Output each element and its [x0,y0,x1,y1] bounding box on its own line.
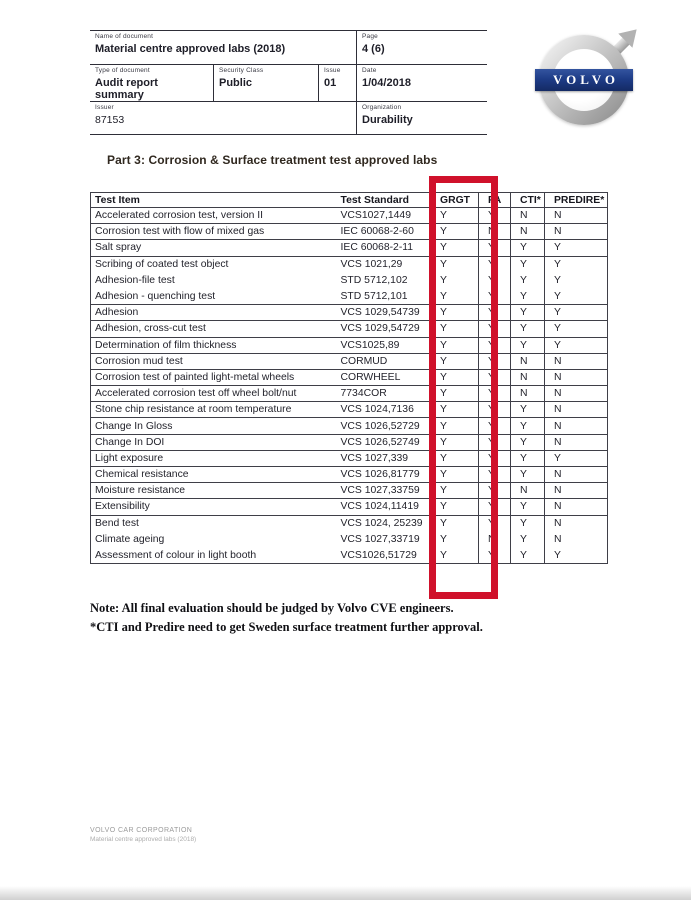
grgt-cell: Y [431,208,479,224]
volvo-wordmark: VOLVO [553,72,619,87]
fa-cell: Y [479,418,511,434]
test-item-cell: Adhesion - quenching test [91,288,337,304]
table-row [91,208,608,224]
footer-company: VOLVO CAR CORPORATION [90,827,193,834]
fa-cell: N [479,531,511,547]
test-item-cell: Change In DOI [91,434,337,450]
organization-cell [356,102,487,134]
test-item-cell: Adhesion [91,305,337,321]
test-item-cell: Corrosion test of painted light-metal wheels [91,369,337,385]
table-row [91,547,608,563]
table-row [91,515,608,531]
table-row [91,256,608,272]
table-row [91,224,608,240]
grgt-cell: Y [431,240,479,256]
table-row [91,240,608,256]
approved-labs-table [90,192,608,564]
predire-cell: N [545,369,608,385]
fa-cell: Y [479,305,511,321]
grgt-cell: Y [431,418,479,434]
cti-cell: Y [511,337,545,353]
predire-cell: N [545,353,608,369]
predire-cell: N [545,531,608,547]
cti-cell: N [511,483,545,499]
grgt-cell: Y [431,337,479,353]
predire-cell: N [545,208,608,224]
test-item-cell: Adhesion-file test [95,274,175,286]
date-cell [356,65,487,101]
test-standard-cell: VCS 1024,7136 [337,402,431,418]
predire-cell: Y [545,547,608,563]
predire-cell: Y [545,256,608,272]
test-item-cell: Extensibility [91,499,337,515]
cti-cell: Y [511,240,545,256]
table-row [91,386,608,402]
cti-header: CTI* [511,193,545,208]
grgt-cell: Y [431,434,479,450]
fa-cell: Y [479,467,511,483]
grgt-cell: Y [431,288,479,304]
cti-cell: Y [511,321,545,337]
cti-cell: Y [511,288,545,304]
fa-cell: Y [479,547,511,563]
table-row [91,483,608,499]
cti-cell: N [511,208,545,224]
grgt-cell: Y [431,369,479,385]
predire-cell: N [545,224,608,240]
fa-cell: N [479,224,511,240]
test-item-cell: Accelerated corrosion test, version II [91,208,337,224]
grgt-cell: Y [431,515,479,531]
issuer-label: Issuer [95,104,114,111]
test-standard-header: Test Standard [337,193,431,208]
predire-cell: N [545,402,608,418]
table-row [91,450,608,466]
test-standard-cell: VCS1026,51729 [337,547,431,563]
table-row [91,531,608,547]
grgt-cell: Y [431,386,479,402]
highlight-rectangle [429,176,498,599]
cti-cell: Y [511,547,545,563]
cti-cell: N [511,353,545,369]
table-row [91,337,608,353]
issue-label: Issue [324,67,341,74]
issuer-value: 87153 [95,114,125,126]
test-item-cell: Determination of film thickness [91,337,337,353]
test-item-cell: Light exposure [91,450,337,466]
note-line-1: Note: All final evaluation should be judged by Volvo CVE engineers. [90,601,454,615]
grgt-cell: Y [431,450,479,466]
grgt-cell: Y [431,499,479,515]
table-rows [91,208,608,564]
test-standard-cell: VCS 1021,29 [340,258,403,270]
grgt-cell: Y [431,272,479,288]
type-of-document-value: Audit report summary [95,77,158,101]
grgt-cell: Y [431,305,479,321]
test-item-cell: Corrosion test with flow of mixed gas [91,224,337,240]
test-standard-cell: VCS 1027,33719 [340,533,420,545]
cti-cell: Y [511,531,545,547]
predire-cell: Y [545,337,608,353]
scan-shadow [0,886,691,900]
table-row [91,499,608,515]
test-item-cell: Climate ageing [95,533,165,545]
grgt-cell: Y [431,321,479,337]
test-standard-cell: 7734COR [337,386,431,402]
test-standard-cell: VCS 1026,52729 [337,418,431,434]
test-standard-cell: IEC 60068-2-60 [337,224,431,240]
page-cell [356,31,487,64]
test-item-cell: Corrosion mud test [91,353,337,369]
cti-cell: Y [511,467,545,483]
organization-value: Durability [362,114,413,126]
grgt-cell: Y [431,224,479,240]
test-standard-cell: STD 5712,101 [337,288,431,304]
fa-cell: Y [479,208,511,224]
page-value: 4 (6) [362,43,385,55]
date-value: 1/04/2018 [362,77,411,89]
grgt-cell: Y [431,402,479,418]
issue-cell [318,65,356,101]
fa-cell: Y [479,337,511,353]
table-row [91,402,608,418]
test-item-cell: Change In Gloss [91,418,337,434]
cti-cell: Y [511,499,545,515]
predire-cell: Y [545,305,608,321]
volvo-logo [536,26,646,132]
cti-cell: Y [511,434,545,450]
fa-cell: Y [479,272,511,288]
table-row [91,369,608,385]
test-item-cell: Bend test [95,517,139,529]
predire-cell: Y [545,272,608,288]
cti-cell: N [511,386,545,402]
table-row [91,321,608,337]
grgt-cell: Y [431,467,479,483]
fa-cell: Y [479,240,511,256]
grgt-cell: Y [431,256,479,272]
security-class-label: Security Class [219,67,264,74]
table-row [91,418,608,434]
volvo-wordmark-band [535,69,633,91]
type-of-document-cell [90,65,213,101]
cti-cell: Y [511,305,545,321]
test-item-cell: Adhesion, cross-cut test [91,321,337,337]
predire-cell: N [545,386,608,402]
predire-header: PREDIRE* [545,193,608,208]
fa-cell: Y [479,288,511,304]
security-class-value: Public [219,77,253,89]
test-standard-cell: VCS 1029,54729 [337,321,431,337]
fa-cell: Y [479,256,511,272]
predire-cell: N [545,499,608,515]
type-of-document-label: Type of document [95,67,150,74]
cti-cell: Y [511,418,545,434]
date-label: Date [362,67,377,74]
test-standard-cell: VCS 1026,52749 [337,434,431,450]
name-of-document-label: Name of document [95,33,154,40]
name-of-document-cell [90,31,356,64]
test-standard-cell: VCS 1027,339 [337,450,431,466]
page-label: Page [362,33,378,40]
cti-cell: Y [511,402,545,418]
test-standard-cell: VCS1027,1449 [337,208,431,224]
fa-cell: Y [479,434,511,450]
test-standard-cell: VCS 1024,11419 [337,499,431,515]
test-standard-cell: CORWHEEL [337,369,431,385]
test-item-cell: Moisture resistance [91,483,337,499]
fa-cell: Y [479,402,511,418]
fa-cell: Y [479,353,511,369]
fa-cell: Y [479,483,511,499]
fa-cell: Y [479,369,511,385]
test-item-cell: Scribing of coated test object [95,258,229,270]
security-class-cell [213,65,318,101]
predire-cell: N [545,515,608,531]
test-standard-cell: VCS 1027,33759 [337,483,431,499]
grgt-cell: Y [431,531,479,547]
test-standard-cell: VCS1025,89 [337,337,431,353]
predire-cell: Y [545,240,608,256]
fa-cell: Y [479,321,511,337]
test-item-cell: Chemical resistance [91,467,337,483]
predire-cell: N [545,434,608,450]
name-of-document-value: Material centre approved labs (2018) [95,43,286,55]
issuer-cell [90,102,356,134]
grgt-cell: Y [431,547,479,563]
cti-cell: Y [511,515,545,531]
table-row [91,434,608,450]
table-row [91,353,608,369]
grgt-cell: Y [431,353,479,369]
footer-document-title: Material centre approved labs (2018) [90,836,197,843]
cti-cell: Y [511,450,545,466]
fa-cell: Y [479,499,511,515]
organization-label: Organization [362,104,402,111]
cti-cell: Y [511,256,545,272]
table-row [91,305,608,321]
cti-cell: N [511,369,545,385]
test-standard-cell: VCS 1024, 25239 [340,517,423,529]
test-item-cell: Salt spray [91,240,337,256]
fa-cell: Y [479,386,511,402]
table-row [91,467,608,483]
fa-cell: Y [479,515,511,531]
table-row [91,288,608,304]
test-standard-cell: CORMUD [337,353,431,369]
grgt-cell: Y [431,483,479,499]
test-standard-cell: STD 5712,102 [340,274,408,286]
predire-cell: N [545,467,608,483]
grgt-header: GRGT [431,193,479,208]
notes-block [90,599,570,637]
test-item-cell: Assessment of colour in light booth [91,547,337,563]
test-item-header: Test Item [91,193,337,208]
predire-cell: Y [545,450,608,466]
table-header-row [91,193,608,208]
predire-cell: N [545,418,608,434]
page-footer [90,827,196,843]
test-item-cell: Stone chip resistance at room temperature [91,402,337,418]
fa-cell: Y [479,450,511,466]
issue-value: 01 [324,77,337,89]
note-line-2: *CTI and Predire need to get Sweden surface treatment further approval. [90,620,483,634]
test-standard-cell: VCS 1029,54739 [337,305,431,321]
predire-cell: N [545,483,608,499]
document-meta-header [90,30,487,135]
test-standard-cell: VCS 1026,81779 [337,467,431,483]
cti-cell: Y [511,272,545,288]
predire-cell: Y [545,321,608,337]
cti-cell: N [511,224,545,240]
test-item-cell: Accelerated corrosion test off wheel bolt/nut [91,386,337,402]
section-title: Part 3: Corrosion & Surface treatment test approved labs [107,153,438,167]
test-standard-cell: IEC 60068-2-11 [337,240,431,256]
table-row [91,272,608,288]
fa-header: FA [479,193,511,208]
predire-cell: Y [545,288,608,304]
